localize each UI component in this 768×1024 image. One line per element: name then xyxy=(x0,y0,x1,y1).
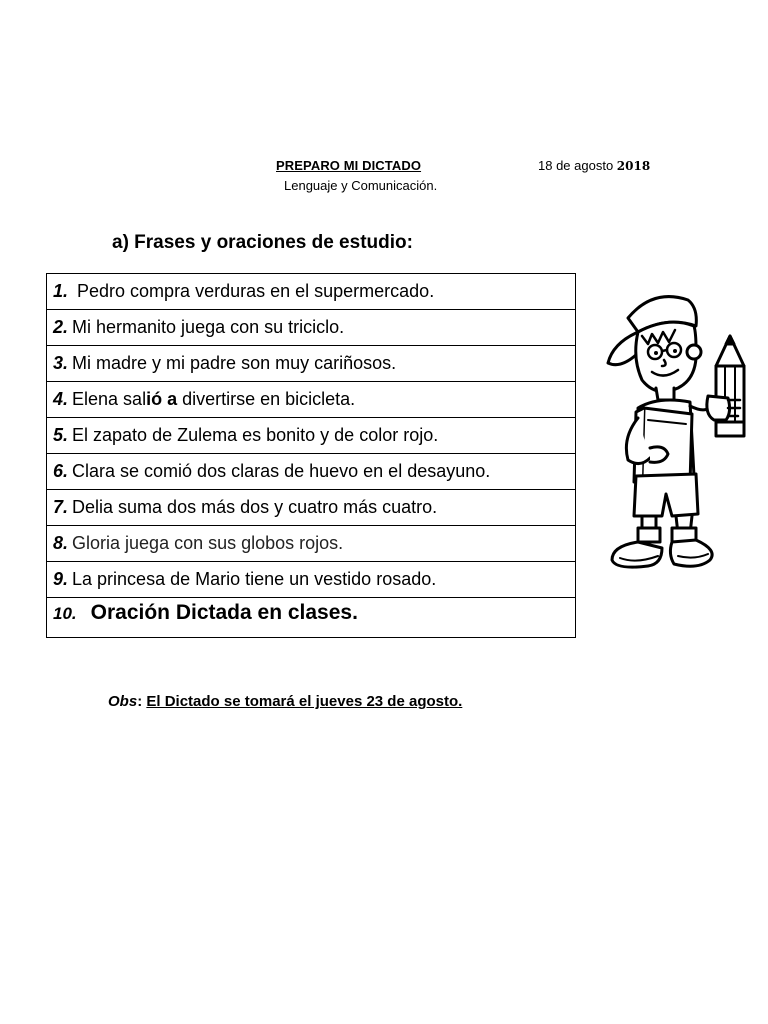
obs-colon: : xyxy=(137,693,147,710)
subject-subtitle: Lenguaje y Comunicación. xyxy=(284,178,438,193)
table-row xyxy=(47,274,576,310)
sentences-table xyxy=(46,273,576,638)
worksheet-title: PREPARO MI DICTADO xyxy=(276,158,422,173)
sentence-number: 5. xyxy=(53,425,69,445)
sentence-number: 1. xyxy=(53,281,69,301)
sentence-text: Oración Dictada en clases. xyxy=(90,601,358,624)
sentence-cell xyxy=(47,526,576,562)
observation-note xyxy=(108,693,462,710)
sentence-cell xyxy=(47,562,576,598)
table-row xyxy=(47,418,576,454)
sentence-text: Mi hermanito juega con su triciclo. xyxy=(72,317,345,337)
sentence-cell xyxy=(47,598,576,638)
table-row xyxy=(47,382,576,418)
sentence-text-part: Elena sal xyxy=(72,389,147,409)
obs-label: Obs xyxy=(108,693,138,710)
sentence-text: Pedro compra verduras en el supermercado. xyxy=(72,281,435,301)
obs-message: El Dictado se tomará el jueves 23 de agosto. xyxy=(146,693,463,710)
sentence-number: 8. xyxy=(53,533,69,553)
sentence-number: 6. xyxy=(53,461,69,481)
sentence-cell xyxy=(47,310,576,346)
sentence-number: 7. xyxy=(53,497,69,517)
sentence-cell xyxy=(47,418,576,454)
table-row xyxy=(47,454,576,490)
sentence-text: Delia suma dos más dos y cuatro más cuatro. xyxy=(72,497,438,517)
sentence-text-part: divertirse en bicicleta. xyxy=(177,389,356,409)
sentence-text: Gloria juega con sus globos rojos. xyxy=(72,533,344,553)
sentence-text: Mi madre y mi padre son muy cariñosos. xyxy=(72,353,397,373)
date-text: 18 de agosto xyxy=(538,158,617,173)
table-row xyxy=(47,526,576,562)
sentence-cell xyxy=(47,382,576,418)
table-row xyxy=(47,346,576,382)
sentence-cell xyxy=(47,454,576,490)
sentence-number: 9. xyxy=(53,569,69,589)
date-year: 2018 xyxy=(616,159,651,173)
table-row xyxy=(47,310,576,346)
sentence-number: 10. xyxy=(53,604,77,623)
sentence-number: 2. xyxy=(53,317,69,337)
sentence-text: La princesa de Mario tiene un vestido rosado. xyxy=(72,569,437,589)
sentence-cell xyxy=(47,274,576,310)
sentence-number: 4. xyxy=(53,389,69,409)
sentence-cell xyxy=(47,346,576,382)
table-row xyxy=(47,562,576,598)
boy-with-pencil-and-book-icon xyxy=(598,288,752,578)
sentence-cell xyxy=(47,490,576,526)
sentence-number: 3. xyxy=(53,353,69,373)
sentence-text-bold: ió a xyxy=(146,389,178,409)
table-row xyxy=(47,598,576,638)
date xyxy=(538,158,650,173)
table-row xyxy=(47,490,576,526)
section-heading: a) Frases y oraciones de estudio: xyxy=(112,232,413,253)
sentence-text: Clara se comió dos claras de huevo en el desayuno. xyxy=(72,461,491,481)
sentence-text: El zapato de Zulema es bonito y de color rojo. xyxy=(72,425,439,445)
